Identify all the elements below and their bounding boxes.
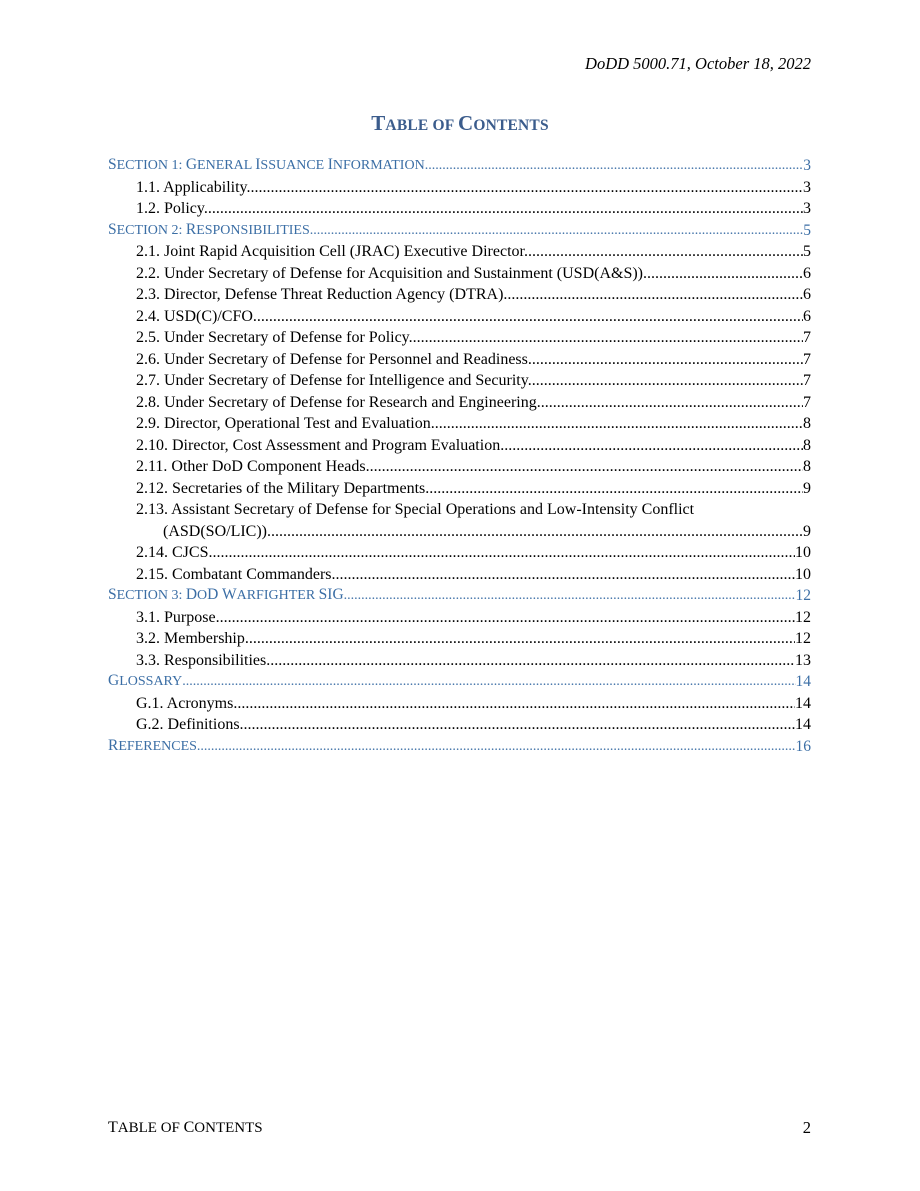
toc-entry-1-1[interactable]: 1.1. Applicability. ..... 3 — [108, 177, 811, 199]
toc-entry-g-1[interactable]: G.1. Acronyms. ..... 14 — [108, 693, 811, 715]
leader-dots — [267, 521, 803, 543]
page-number: 13 — [795, 651, 811, 669]
leader-dots — [413, 327, 803, 349]
page-number: 16 — [795, 737, 811, 755]
page-number: 7 — [803, 372, 811, 389]
page-number: 10 — [795, 565, 811, 583]
document-header: DoDD 5000.71, October 18, 2022 — [585, 54, 811, 73]
toc-entry-2-13[interactable]: 2.13. Assistant Secretary of Defense for Special Operations and Low-Intensity Conflict — [136, 501, 695, 518]
toc-entry-1-2[interactable]: 1.2. Policy. ..... 3 — [108, 198, 811, 220]
leader-dots — [370, 456, 803, 478]
leader-dots — [429, 478, 803, 500]
page-number: 7 — [803, 393, 811, 411]
leader-dots — [237, 693, 795, 715]
toc-entry-2-3[interactable]: 2.3. Director, Defense Threat Reduction Agency (DTRA). ..... 6 — [108, 284, 811, 306]
leader-dots — [310, 220, 804, 242]
leader-dots — [240, 714, 795, 736]
toc-references-link[interactable]: REFERENCES ..... 16 — [108, 736, 811, 758]
page-number: 7 — [803, 329, 811, 346]
page-number: 5 — [803, 243, 811, 260]
toc-entry-2-1[interactable]: 2.1. Joint Rapid Acquisition Cell (JRAC) Executive Director. ..... 5 — [108, 241, 811, 263]
toc-entry-2-15[interactable]: 2.15. Combatant Commanders ..... 10 — [108, 564, 811, 586]
page-number: 3 — [803, 200, 811, 217]
toc-entry-2-6[interactable]: 2.6. Under Secretary of Defense for Personnel and Readiness ..... 7 — [108, 349, 811, 371]
leader-dots — [270, 650, 795, 672]
leader-dots — [541, 392, 803, 414]
toc-entry-2-11[interactable]: 2.11. Other DoD Component Heads. ..... 8 — [108, 456, 811, 478]
toc-entry-2-12[interactable]: 2.12. Secretaries of the Military Departments. ..... 9 — [108, 478, 811, 500]
leader-dots — [249, 628, 795, 650]
toc-entry-2-8[interactable]: 2.8. Under Secretary of Defense for Research and Engineering. ..... 7 — [108, 392, 811, 414]
page-number: 14 — [795, 694, 811, 712]
toc-entry-2-13-continued[interactable]: (ASD(SO/LIC)) ..... 9 — [108, 521, 811, 543]
toc-glossary-link[interactable]: GLOSSARY ..... 14 — [108, 671, 811, 693]
page-number: 12 — [795, 608, 811, 626]
page-number: 9 — [803, 522, 811, 540]
toc-section-3-link[interactable]: SECTION 3: DOD WARFIGHTER SIG ..... 12 — [108, 585, 811, 607]
page-number: 14 — [795, 673, 811, 690]
page-number: 5 — [803, 221, 811, 239]
leader-dots — [257, 306, 803, 328]
page-number: 9 — [803, 479, 811, 497]
page-number: 6 — [803, 264, 811, 282]
leader-dots — [532, 370, 803, 392]
toc-entry-2-10[interactable]: 2.10. Director, Cost Assessment and Program Evaluation. ..... 8 — [108, 435, 811, 457]
table-of-contents — [108, 155, 811, 757]
leader-dots — [435, 413, 803, 435]
toc-entry-3-1[interactable]: 3.1. Purpose ..... 12 — [108, 607, 811, 629]
page-number: 10 — [795, 544, 811, 561]
page-number: 3 — [803, 178, 811, 196]
leader-dots — [425, 155, 804, 177]
leader-dots — [332, 564, 795, 586]
page-title: TABLE OF CONTENTS — [371, 111, 549, 135]
leader-dots — [528, 241, 803, 263]
page-number: 12 — [795, 630, 811, 647]
page-number: 12 — [795, 587, 811, 604]
page-number: 14 — [795, 716, 811, 733]
toc-entry-g-2[interactable]: G.2. Definitions ..... 14 — [108, 714, 811, 736]
toc-entry-3-2[interactable]: 3.2. Membership. ..... 12 — [108, 628, 811, 650]
leader-dots — [504, 435, 803, 457]
page-number: 3 — [803, 157, 811, 174]
leader-dots — [643, 263, 803, 285]
leader-dots — [216, 607, 795, 629]
leader-dots — [197, 736, 796, 758]
toc-entry-2-7[interactable]: 2.7. Under Secretary of Defense for Intelligence and Security. ..... 7 — [108, 370, 811, 392]
toc-entry-3-3[interactable]: 3.3. Responsibilities. ..... 13 — [108, 650, 811, 672]
toc-section-2-link[interactable]: SECTION 2: RESPONSIBILITIES ..... 5 — [108, 220, 811, 242]
toc-entry-2-5[interactable]: 2.5. Under Secretary of Defense for Policy. ..... 7 — [108, 327, 811, 349]
page-number: 8 — [803, 415, 811, 432]
toc-entry-2-4[interactable]: 2.4. USD(C)/CFO. ..... 6 — [108, 306, 811, 328]
toc-entry-2-14[interactable]: 2.14. CJCS. ..... 10 — [108, 542, 811, 564]
footer-section-label: TABLE OF CONTENTS — [108, 1119, 263, 1136]
leader-dots — [251, 177, 803, 199]
leader-dots — [212, 542, 795, 564]
page-number: 8 — [803, 436, 811, 454]
page-number: 8 — [803, 458, 811, 475]
page-number: 7 — [803, 350, 811, 368]
leader-dots — [208, 198, 803, 220]
toc-entry-2-9[interactable]: 2.9. Director, Operational Test and Evaluation. ..... 8 — [108, 413, 811, 435]
page-number: 6 — [803, 286, 811, 303]
page-number: 6 — [803, 307, 811, 325]
leader-dots — [344, 585, 796, 607]
footer-page-number: 2 — [802, 1118, 811, 1137]
leader-dots — [528, 349, 803, 371]
leader-dots — [507, 284, 803, 306]
toc-entry-2-2[interactable]: 2.2. Under Secretary of Defense for Acquisition and Sustainment (USD(A&S)) ..... 6 — [108, 263, 811, 285]
toc-section-1-link[interactable]: SECTION 1: GENERAL ISSUANCE INFORMATION ..... 3 — [108, 155, 811, 177]
leader-dots — [182, 671, 795, 693]
